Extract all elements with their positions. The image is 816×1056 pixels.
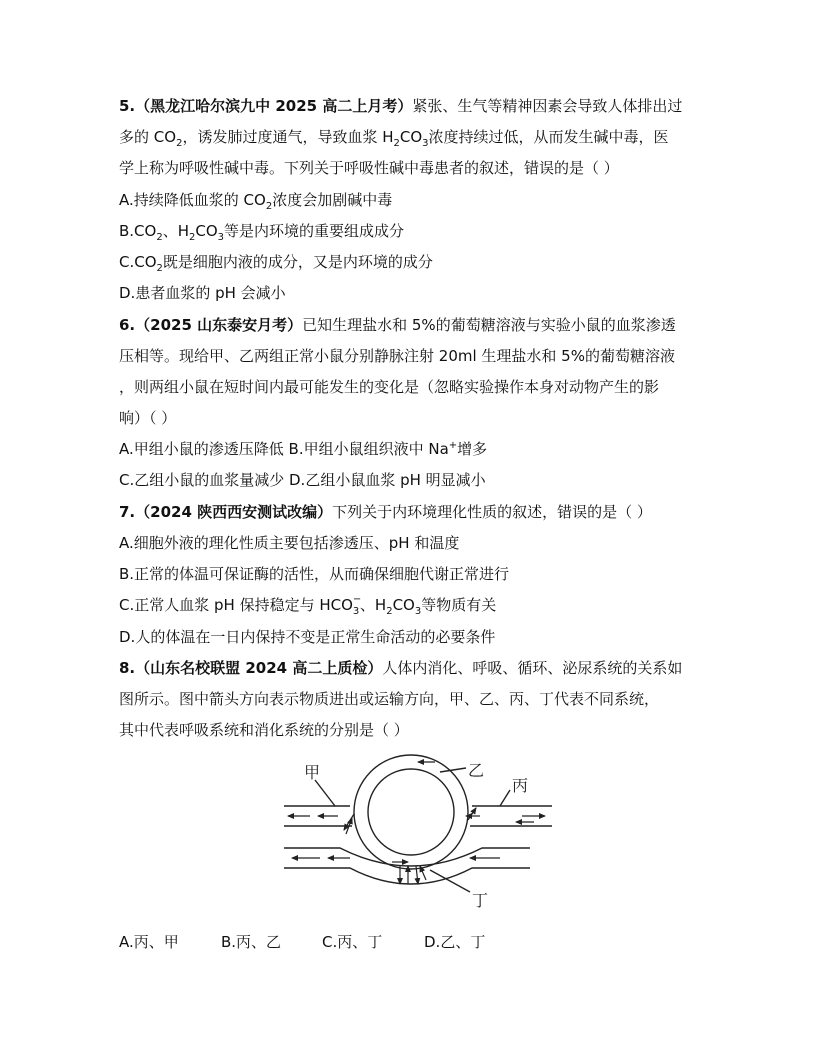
label-yi: 乙	[468, 761, 485, 780]
leader-bing	[500, 790, 510, 806]
q7-option-a: A.细胞外液的理化性质主要包括渗透压、pH 和温度	[119, 534, 460, 552]
systems-diagram	[262, 752, 562, 918]
q8-line-3: 其中代表呼吸系统和消化系统的分别是（ ）	[119, 721, 409, 739]
q5-option-b: $B.CO_2$、$H_2CO_3$等是内环境的重要组成成分	[119, 222, 405, 243]
label-bing: 丙	[512, 776, 529, 795]
q8-option-a: A.丙、甲	[119, 933, 179, 951]
leader-jia	[315, 780, 335, 806]
q8-line-1: 8.（山东名校联盟 2024 高二上质检）人体内消化、呼吸、循环、泌尿系统的关系如	[119, 659, 683, 677]
q8-source: （山东名校联盟 2024 高二上质检）	[135, 659, 383, 677]
right-exchange-1	[468, 808, 476, 820]
q5-option-d: D.患者血浆的 pH 会减小	[119, 284, 286, 302]
q6-options-cd: C.乙组小鼠的血浆量减少 D.乙组小鼠血浆 pH 明显减小	[119, 471, 486, 489]
q7-option-d: D.人的体温在一日内保持不变是正常生命活动的必要条件	[119, 628, 496, 646]
q7-option-c: C.正常人血浆 pH 保持稳定与 HCO − 3 、$H_2CO_3$等物质有关	[119, 594, 497, 617]
q6-number: 6.	[119, 316, 136, 334]
q5-line-3: 学上称为呼吸性碱中毒。下列关于呼吸性碱中毒患者的叙述，错误的是（ ）	[119, 159, 619, 177]
q6-options-ab: A.甲组小鼠的渗透压降低 B.甲组小鼠组织液中 Na+增多	[119, 440, 488, 458]
bottom-channel-bottom	[284, 868, 530, 884]
q5-line-1: 5.（黑龙江哈尔滨九中 2025 高二上月考）紧张、生气等精神因素会导致人体排出过	[119, 97, 683, 115]
q7-number: 7.	[119, 503, 136, 521]
q6-source: （2025 山东泰安月考）	[135, 316, 303, 334]
q8-option-b: B.丙、乙	[221, 933, 282, 951]
q5-number: 5.	[119, 97, 136, 115]
leader-yi	[440, 768, 466, 772]
q5-option-a: A.持续降低血浆的 $CO_2$浓度会加剧碱中毒	[119, 191, 393, 212]
circulation-inner-ring	[368, 769, 454, 855]
q8-line-2: 图所示。图中箭头方向表示物质进出或运输方向，甲、乙、丙、丁代表不同系统，	[119, 690, 660, 708]
q8-number: 8.	[119, 659, 136, 677]
q5-line-2: 多的 $CO_2$，诱发肺过度通气，导致血浆 $H_2CO_3$浓度持续过低，从而发生碱中毒，医	[119, 128, 669, 149]
q8-option-c: C.丙、丁	[322, 933, 383, 951]
q6-line-3: ，则两组小鼠在短时间内最可能发生的变化是（忽略实验操作本身对动物产生的影	[119, 378, 660, 396]
q6-line-1: 6.（2025 山东泰安月考）已知生理盐水和 5%的葡萄糖溶液与实验小鼠的血浆渗透	[119, 316, 676, 334]
q7-option-b: B.正常的体温可保证酶的活性，从而确保细胞代谢正常进行	[119, 565, 510, 583]
q7-source: （2024 陕西西安测试改编）	[135, 503, 333, 521]
label-jia: 甲	[304, 763, 321, 782]
q5-source: （黑龙江哈尔滨九中 2025 高二上月考）	[135, 97, 413, 115]
label-ding: 丁	[472, 891, 489, 910]
circulation-outer-ring	[354, 755, 468, 869]
q5-option-c: $C.CO_2$既是细胞内液的成分，又是内环境的成分	[119, 253, 433, 274]
q6-line-4: 响）（ ）	[119, 409, 177, 427]
bottom-channel-top	[284, 848, 530, 866]
q8-option-d: D.乙、丁	[424, 933, 486, 951]
q8-options	[119, 931, 719, 953]
q6-line-2: 压相等。现给甲、乙两组正常小鼠分别静脉注射 20ml 生理盐水和 5%的葡萄糖溶液	[119, 347, 675, 365]
q7-line-1: 7.（2024 陕西西安测试改编）下列关于内环境理化性质的叙述，错误的是（ ）	[119, 503, 652, 521]
